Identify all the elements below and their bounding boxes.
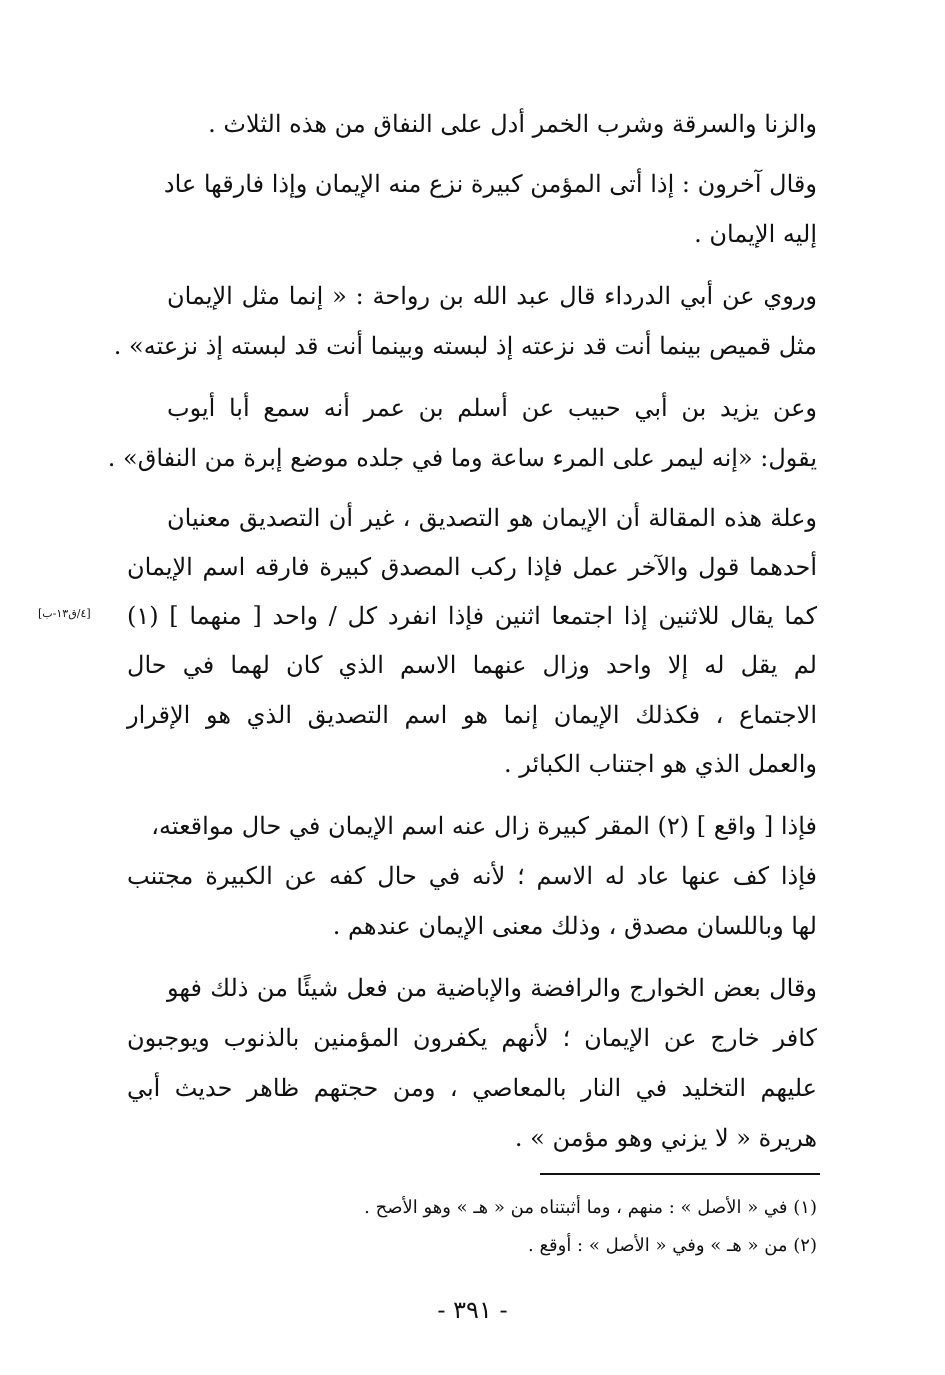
text-line: وعلة هذه المقالة أن الإيمان هو التصديق ، غير أن التصديق معنيان <box>167 504 817 532</box>
text-line: كافر خارج عن الإيمان ؛ لأنهم يكفرون المؤمنين بالذنوب ويوجبون <box>127 1024 817 1052</box>
text-line: كما يقال للاثنين إذا اجتمعا اثنين فإذا انفرد كل / واحد [ منهما ] (١) <box>127 602 817 630</box>
text-line: لم يقل له إلا واحد وزال عنهما الاسم الذي كان لهما في حال <box>127 651 817 679</box>
text-line: يقول: «إنه ليمر على المرء ساعة وما في جلده موضع إبرة من النفاق» . <box>107 444 817 472</box>
text-line: والزنا والسرقة وشرب الخمر أدل على النفاق من هذه الثلاث . <box>208 110 817 138</box>
footnote: (٢) من « هـ » وفي « الأصل » : أوقع . <box>528 1235 817 1256</box>
text-line: عليهم التخليد في النار بالمعاصي ، ومن حجتهم ظاهر حديث أبي <box>127 1074 817 1102</box>
text-line: والعمل الذي هو اجتناب الكبائر . <box>504 750 817 778</box>
footnote-divider <box>540 1173 820 1175</box>
text-line: إليه الإيمان . <box>694 220 817 248</box>
text-line: الاجتماع ، فكذلك الإيمان إنما هو اسم التصديق الذي هو الإقرار <box>127 701 817 729</box>
footnote: (١) في « الأصل » : منهم ، وما أثبتناه من « هـ » وهو الأصح . <box>364 1197 817 1218</box>
text-line: أحدهما قول والآخر عمل فإذا ركب المصدق كبيرة فارقه اسم الإيمان <box>127 553 817 581</box>
text-line: وقال آخرون : إذا أتى المؤمن كبيرة نزع منه الإيمان وإذا فارقها عاد <box>163 170 817 198</box>
page-number: - ٣٩١ - <box>437 1296 508 1324</box>
text-line: وروي عن أبي الدرداء قال عبد الله بن رواحة : « إنما مثل الإيمان <box>167 282 817 310</box>
text-line: لها وباللسان مصدق ، وذلك معنى الإيمان عندهم . <box>332 912 817 940</box>
text-line: هريرة « لا يزني وهو مؤمن » . <box>514 1124 817 1152</box>
manuscript-folio-note: [٤/ق١٣-ب] <box>38 607 91 620</box>
text-line: وقال بعض الخوارج والرافضة والإباضية من فعل شيئًا من ذلك فهو <box>167 974 817 1002</box>
text-line: فإذا [ واقع ] (٢) المقر كبيرة زال عنه اسم الإيمان في حال مواقعته، <box>151 812 817 840</box>
text-line: فإذا كف عنها عاد له الاسم ؛ لأنه في حال كفه عن الكبيرة مجتنب <box>127 862 817 890</box>
text-line: وعن يزيد بن أبي حبيب عن أسلم بن عمر أنه سمع أبا أيوب <box>167 394 817 422</box>
text-line: مثل قميص بينما أنت قد نزعته إذ لبسته وبينما أنت قد لبسته إذ نزعته» . <box>113 332 817 360</box>
